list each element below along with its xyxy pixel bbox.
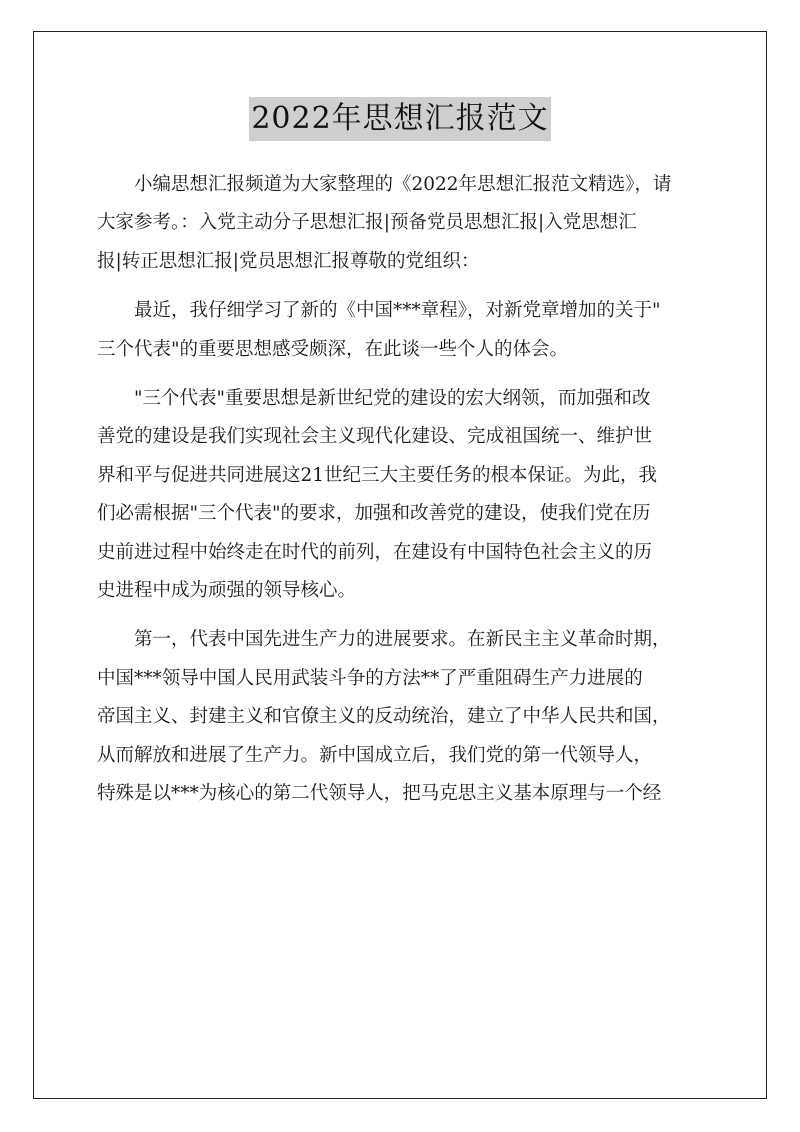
text-line: 小编思想汇报频道为大家整理的《2022年思想汇报范文精选》，请	[134, 174, 672, 195]
document-body	[97, 166, 707, 825]
document-title: 2022年思想汇报范文	[249, 97, 550, 141]
paragraph-first-point	[97, 621, 707, 813]
text-line: 特殊是以***为核心的第二代领导人，把马克思主义基本原理与一个经	[97, 783, 662, 805]
paragraph-intro	[97, 166, 707, 281]
text-line: 报|转正思想汇报|党员思想汇报尊敬的党组织：	[97, 250, 480, 272]
text-line: 善党的建设是我们实现社会主义现代化建设、完成祖国统一、维护世	[97, 426, 653, 448]
text-line: 中国***领导中国人民用武装斗争的方法**了严重阻碍生产力进展的	[97, 667, 643, 689]
text-line: 第一，代表中国先进生产力的进展要求。在新民主主义革命时期，	[134, 629, 671, 651]
text-line: 们必需根据"三个代表"的要求，加强和改善党的建设，使我们党在历	[97, 503, 651, 525]
text-line: 史进程中成为顽强的领导核心。	[97, 580, 357, 602]
text-line: 大家参考。：入党主动分子思想汇报|预备党员思想汇报|入党思想汇	[97, 212, 637, 234]
paragraph-recent-study	[97, 292, 707, 369]
text-line: 从而解放和进展了生产力。新中国成立后，我们党的第一代领导人，	[97, 744, 653, 766]
text-line: 帝国主义、封建主义和官僚主义的反动统治，建立了中华人民共和国，	[97, 706, 671, 728]
text-line: 三个代表"的重要思想感受颇深，在此谈一些个人的体会。	[97, 338, 569, 360]
title-container	[0, 97, 800, 141]
text-line: 界和平与促进共同进展这21世纪三大主要任务的根本保证。为此，我	[97, 464, 658, 486]
text-line: 最近，我仔细学习了新的《中国***章程》，对新党章增加的关于"	[134, 300, 661, 322]
paragraph-three-represents	[97, 380, 707, 610]
text-line: 史前进过程中始终走在时代的前列，在建设有中国特色社会主义的历	[97, 541, 653, 563]
text-line: "三个代表"重要思想是新世纪党的建设的宏大纲领，而加强和改	[134, 388, 651, 410]
